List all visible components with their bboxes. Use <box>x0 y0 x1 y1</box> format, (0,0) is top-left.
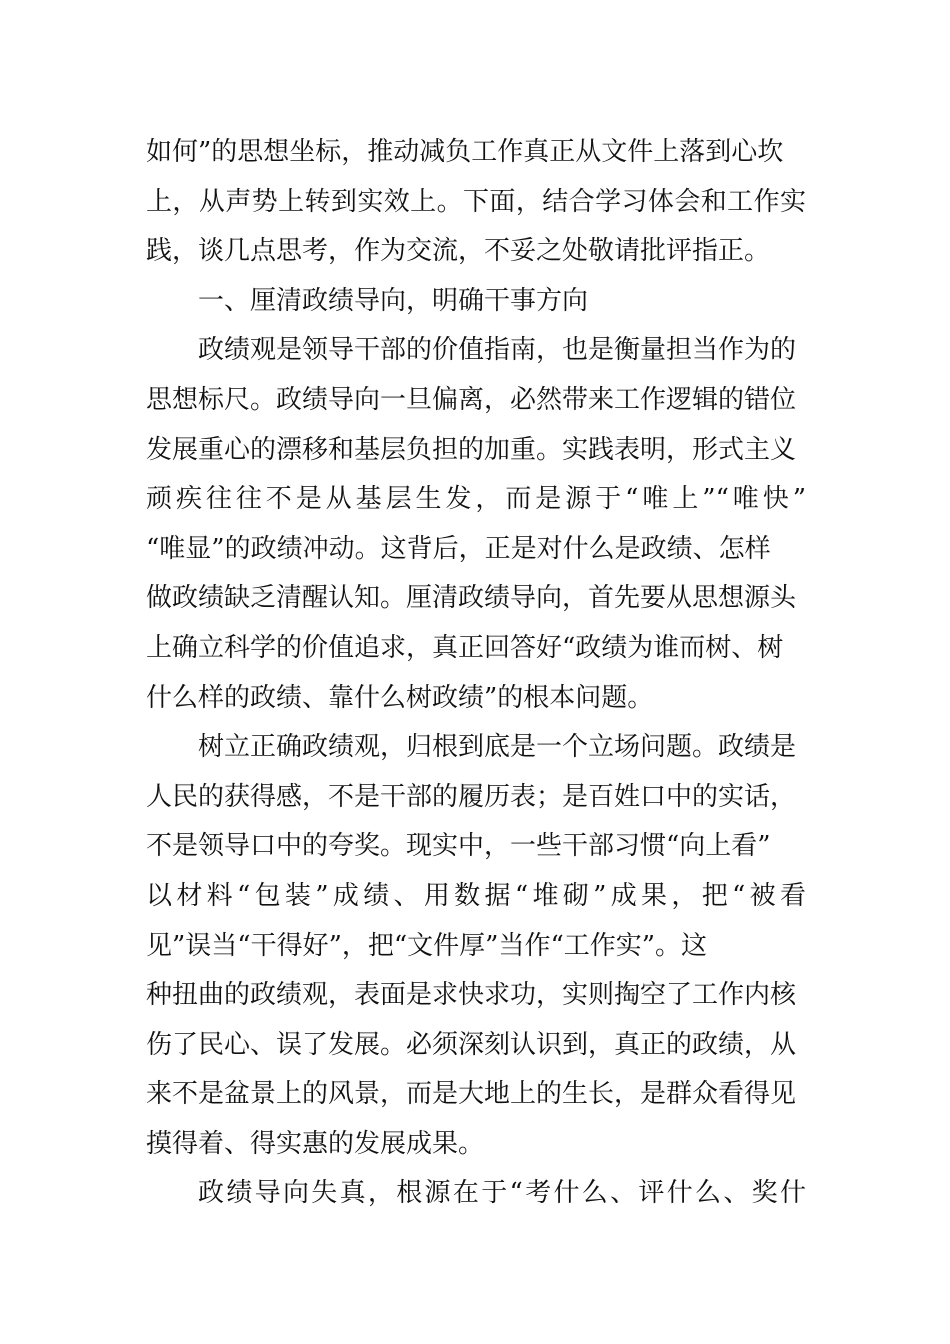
paragraph-line: 种扭曲的政绩观，表面是求快求功，实则掏空了工作内核 <box>146 980 797 1011</box>
paragraph-line: 什么样的政绩、靠什么树政绩”的根本问题。 <box>146 682 654 713</box>
paragraph-line: 见”误当“干得好”，把“文件厚”当作“工作实”。这 <box>146 930 708 961</box>
paragraph-line: 思想标尺。政绩导向一旦偏离，必然带来工作逻辑的错位 <box>146 384 797 415</box>
paragraph-line: 如何”的思想坐标，推动减负工作真正从文件上落到心坎 <box>146 137 784 167</box>
paragraph-line: 以材料“包装”成绩、用数据“堆砌”成果，把“被看 <box>146 880 806 911</box>
paragraph-line: 顽疾往往不是从基层生发，而是源于“唯上”“唯快” <box>146 484 806 515</box>
paragraph-line: 来不是盆景上的风景，而是大地上的生长，是群众看得见 <box>146 1079 797 1110</box>
paragraph-line: 上，从声势上转到实效上。下面，结合学习体会和工作实 <box>146 186 806 217</box>
paragraph-line: 政绩导向失真，根源在于“考什么、评什么、奖什 <box>198 1178 806 1209</box>
paragraph-line: 践，谈几点思考，作为交流，不妥之处敬请批评指正。 <box>146 236 771 267</box>
paragraph-line: 伤了民心、误了发展。必须深刻认识到，真正的政绩，从 <box>146 1029 797 1060</box>
paragraph-line: 上确立科学的价值追求，真正回答好“政绩为谁而树、树 <box>146 632 784 663</box>
paragraph-line: 政绩观是领导干部的价值指南，也是衡量担当作为的 <box>198 335 797 366</box>
section-heading: 一、厘清政绩导向，明确干事方向 <box>198 285 589 316</box>
paragraph-line: “唯显”的政绩冲动。这背后，正是对什么是政绩、怎样 <box>146 533 771 564</box>
body-text <box>146 128 806 1219</box>
paragraph-line: 人民的获得感，不是干部的履历表；是百姓口中的实话， <box>146 781 797 812</box>
paragraph-line: 做政绩缺乏清醒认知。厘清政绩导向，首先要从思想源头 <box>146 583 797 614</box>
paragraph-line: 树立正确政绩观，归根到底是一个立场问题。政绩是 <box>198 732 797 763</box>
paragraph-line: 不是领导口中的夸奖。现实中，一些干部习惯“向上看” <box>146 831 771 862</box>
paragraph-line: 发展重心的漂移和基层负担的加重。实践表明，形式主义 <box>146 434 797 465</box>
paragraph-line: 摸得着、得实惠的发展成果。 <box>146 1128 485 1159</box>
